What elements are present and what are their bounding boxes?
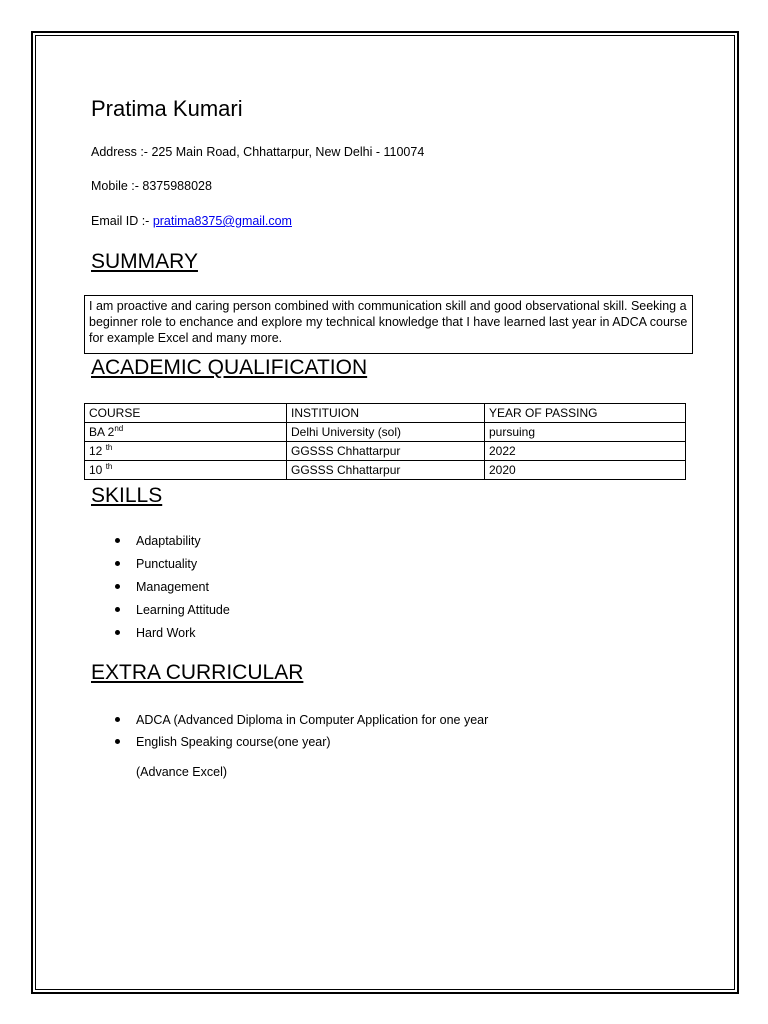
mobile-label: Mobile :- [91, 179, 143, 193]
mobile-value: 8375988028 [142, 179, 212, 193]
list-item: English Speaking course(one year) [112, 732, 488, 754]
email-link[interactable]: pratima8375@gmail.com [152, 214, 292, 228]
course-cell: 10 $^{th}$ [85, 461, 287, 480]
address-value: 225 Main Road, Chhattarpur, New Delhi - 110074 [151, 145, 425, 159]
column-header: YEAR OF PASSING [485, 404, 686, 423]
list-item: Learning Attitude [112, 600, 230, 623]
qualification-table [84, 403, 686, 480]
extra-note: (Advance Excel) [136, 765, 228, 779]
skills-heading: SKILLS [91, 484, 163, 507]
list-item: Adaptability [112, 531, 230, 554]
email-label: Email ID :- [91, 214, 153, 228]
email-line [91, 214, 292, 228]
extra-heading: EXTRA CURRICULAR [91, 661, 304, 684]
academic-heading: ACADEMIC QUALIFICATION [91, 356, 368, 379]
list-item: ADCA (Advanced Diploma in Computer Application for one year [112, 710, 488, 732]
course-cell: 12 $^{th}$ [85, 442, 287, 461]
institution-cell: GGSSS Chhattarpur [287, 461, 485, 480]
list-item: Management [112, 577, 230, 600]
table-row [85, 461, 686, 480]
address-line [91, 145, 424, 159]
candidate-name: Pratima Kumari [91, 96, 243, 121]
list-item: Punctuality [112, 554, 230, 577]
summary-heading: SUMMARY [91, 250, 198, 273]
year-cell: 2020 [485, 461, 686, 480]
year-cell: 2022 [485, 442, 686, 461]
table-row [85, 442, 686, 461]
address-label: Address :- [91, 145, 152, 159]
summary-text: I am proactive and caring person combined with communication skill and good observational skill. Seeking a beginner role to enchance and explore my technical knowledge that I have learned last year in ADCA course for example Excel and many more. [84, 295, 693, 354]
institution-cell: GGSSS Chhattarpur [287, 442, 485, 461]
skills-list [112, 531, 230, 646]
table-row [85, 423, 686, 442]
extra-list [112, 710, 488, 754]
table-header-row [85, 404, 686, 423]
mobile-line [91, 179, 212, 193]
list-item: Hard Work [112, 623, 230, 646]
course-cell: BA 2nd [85, 423, 287, 442]
institution-cell: Delhi University (sol) [287, 423, 485, 442]
column-header: COURSE [85, 404, 287, 423]
year-cell: pursuing [485, 423, 686, 442]
column-header: INSTITUION [287, 404, 485, 423]
